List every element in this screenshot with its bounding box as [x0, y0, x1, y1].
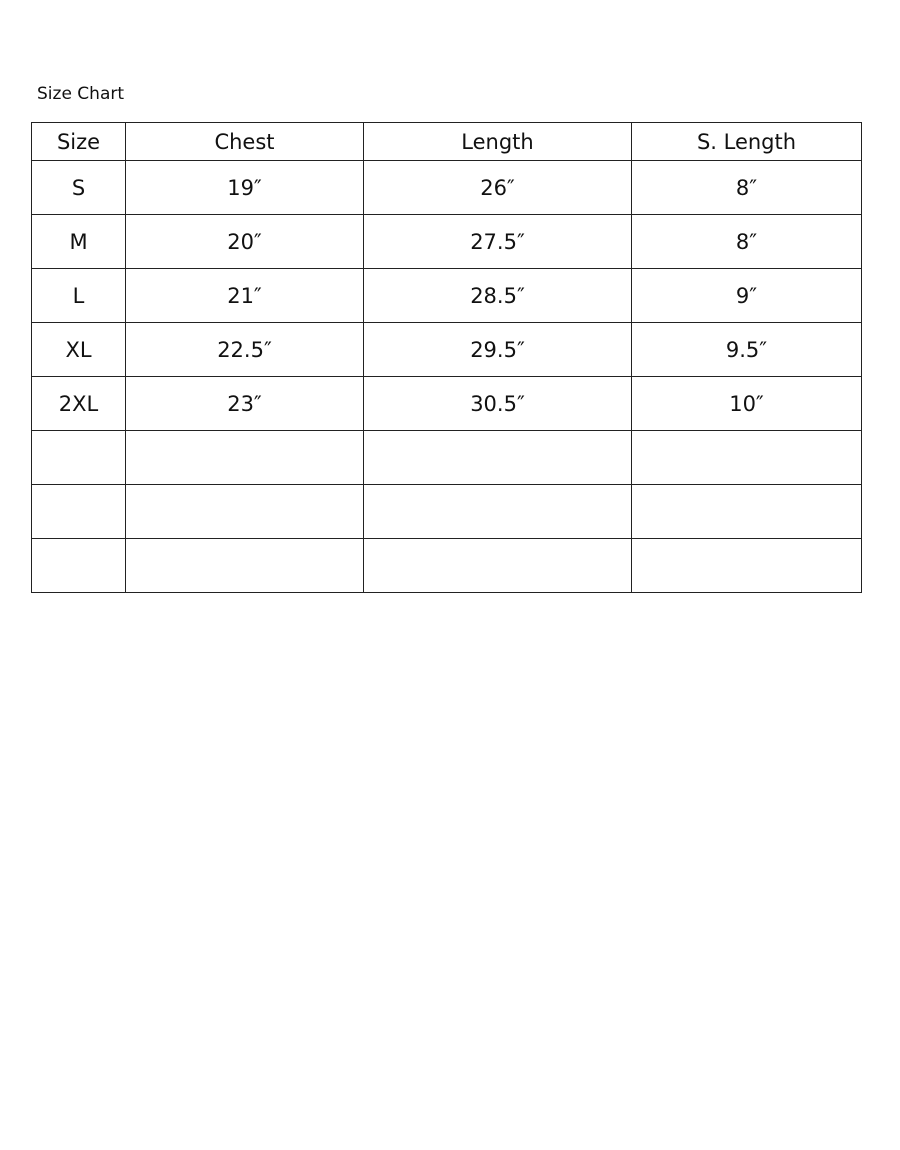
cell-size	[32, 485, 126, 539]
cell-size	[32, 539, 126, 593]
table-row	[32, 323, 862, 377]
header-row	[32, 123, 862, 161]
header-size: Size	[32, 123, 126, 161]
header-chest: Chest	[126, 123, 364, 161]
cell-sleeve-length: 9.5″	[632, 323, 862, 377]
cell-chest	[126, 431, 364, 485]
cell-length: 30.5″	[364, 377, 632, 431]
cell-length: 28.5″	[364, 269, 632, 323]
cell-chest: 20″	[126, 215, 364, 269]
table-row-empty	[32, 431, 862, 485]
cell-sleeve-length: 8″	[632, 215, 862, 269]
cell-sleeve-length	[632, 539, 862, 593]
cell-length	[364, 431, 632, 485]
cell-chest	[126, 485, 364, 539]
cell-length	[364, 485, 632, 539]
table-row-empty	[32, 539, 862, 593]
cell-chest: 23″	[126, 377, 364, 431]
cell-size	[32, 431, 126, 485]
cell-size: 2XL	[32, 377, 126, 431]
cell-sleeve-length: 8″	[632, 161, 862, 215]
cell-chest	[126, 539, 364, 593]
cell-length	[364, 539, 632, 593]
table-row-empty	[32, 485, 862, 539]
cell-length: 27.5″	[364, 215, 632, 269]
table-row	[32, 377, 862, 431]
table-row	[32, 161, 862, 215]
header-sleeve-length: S. Length	[632, 123, 862, 161]
cell-chest: 21″	[126, 269, 364, 323]
cell-length: 26″	[364, 161, 632, 215]
cell-size: L	[32, 269, 126, 323]
header-length: Length	[364, 123, 632, 161]
cell-size: S	[32, 161, 126, 215]
table-row	[32, 215, 862, 269]
cell-chest: 19″	[126, 161, 364, 215]
cell-size: XL	[32, 323, 126, 377]
page-title: Size Chart	[37, 84, 125, 104]
cell-sleeve-length: 9″	[632, 269, 862, 323]
size-chart-table	[31, 122, 862, 593]
cell-sleeve-length	[632, 431, 862, 485]
cell-chest: 22.5″	[126, 323, 364, 377]
cell-size: M	[32, 215, 126, 269]
cell-sleeve-length: 10″	[632, 377, 862, 431]
cell-sleeve-length	[632, 485, 862, 539]
table-row	[32, 269, 862, 323]
cell-length: 29.5″	[364, 323, 632, 377]
